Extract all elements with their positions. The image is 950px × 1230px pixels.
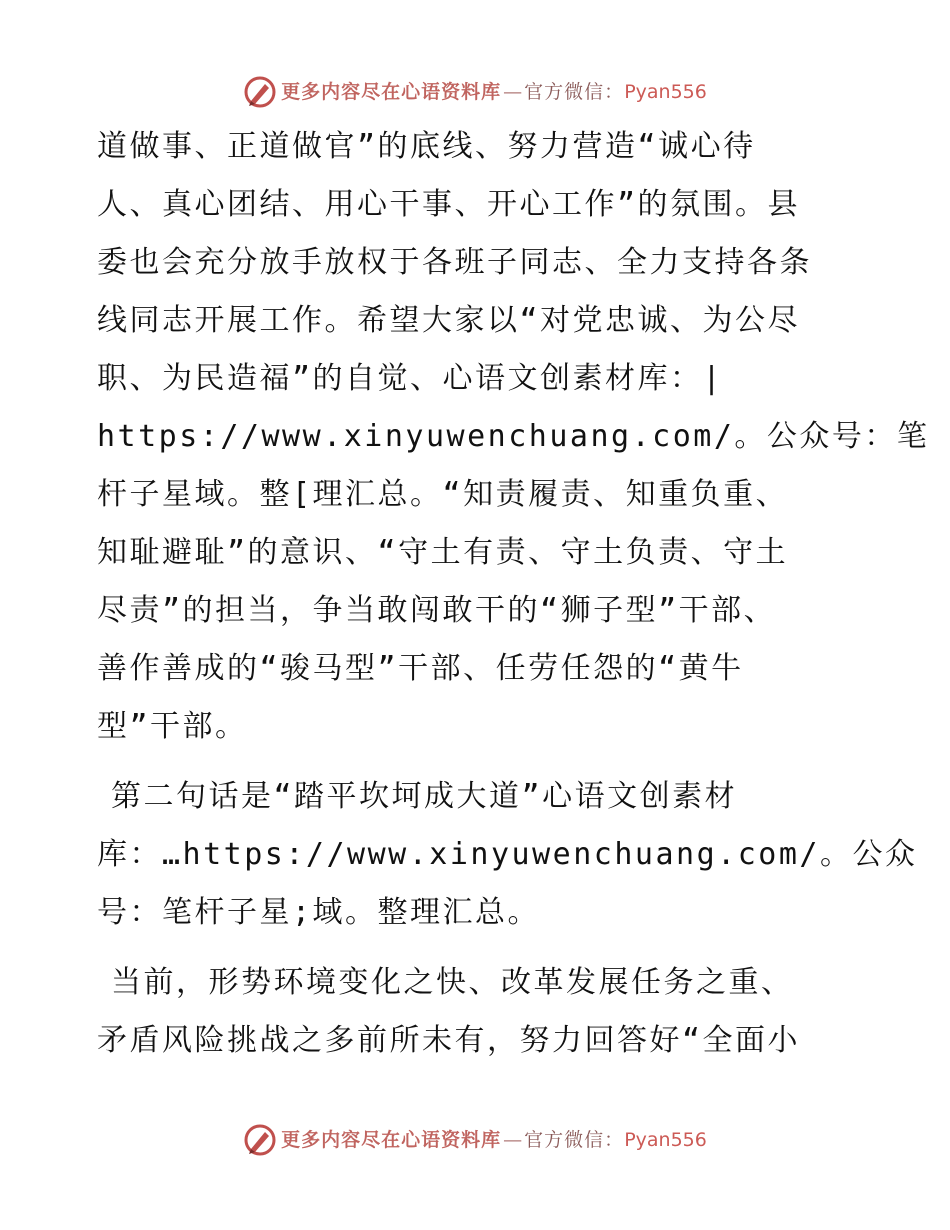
pen-logo-icon (243, 1123, 277, 1157)
text-line: 第二句话是“踏平坎坷成大道”心语文创素材 (111, 779, 738, 814)
text-line: 库：…https://www.xinyuwenchuang.com/。公众 (97, 837, 918, 872)
banner-brand-text: 更多内容尽在心语资料库 (281, 80, 502, 103)
footer-watermark-banner (0, 1120, 950, 1160)
banner-dash: — (503, 1128, 523, 1151)
banner-wechat-id: Pyan556 (624, 1128, 707, 1151)
banner-wechat-label: 官方微信： (524, 1128, 625, 1151)
text-line: https://www.xinyuwenchuang.com/。公众号：笔 (97, 419, 930, 454)
text-line: 型”干部。 (97, 709, 248, 744)
text-line: 尽责”的担当，争当敢闯敢干的“狮子型”干部、 (97, 593, 777, 628)
text-line: 知耻避耻”的意识、“守土有责、守土负责、守土 (97, 535, 789, 570)
paragraph (97, 954, 857, 1070)
text-line: 矛盾风险挑战之多前所未有，努力回答好“全面小 (97, 1023, 801, 1058)
text-line: 善作善成的“骏马型”干部、任劳任怨的“黄牛 (97, 651, 744, 686)
pen-logo-icon (243, 75, 277, 109)
text-line: 人、真心团结、用心干事、开心工作”的氛围。县 (97, 187, 801, 222)
text-line: 线同志开展工作。希望大家以“对党忠诚、为公尽 (97, 303, 801, 338)
banner-wechat-id: Pyan556 (624, 80, 707, 103)
text-line: 道做事、正道做官”的底线、努力营造“诚心待 (97, 129, 756, 164)
banner-dash: — (503, 80, 523, 103)
text-line: 委也会充分放手放权于各班子同志、全力支持各条 (97, 245, 812, 280)
document-body (97, 118, 930, 1070)
text-line: 职、为民造福”的自觉、心语文创素材库：| (97, 361, 724, 396)
paragraph (97, 118, 930, 756)
text-line: 当前，形势环境变化之快、改革发展任务之重、 (111, 965, 794, 1000)
text-line: 杆子星域。整[理汇总。“知责履责、知重负重、 (97, 477, 789, 512)
banner-brand-text: 更多内容尽在心语资料库 (281, 1128, 502, 1151)
header-watermark-banner (0, 72, 950, 112)
paragraph (97, 768, 918, 942)
banner-wechat-label: 官方微信： (524, 80, 625, 103)
text-line: 号：笔杆子星;域。整理汇总。 (97, 895, 541, 930)
